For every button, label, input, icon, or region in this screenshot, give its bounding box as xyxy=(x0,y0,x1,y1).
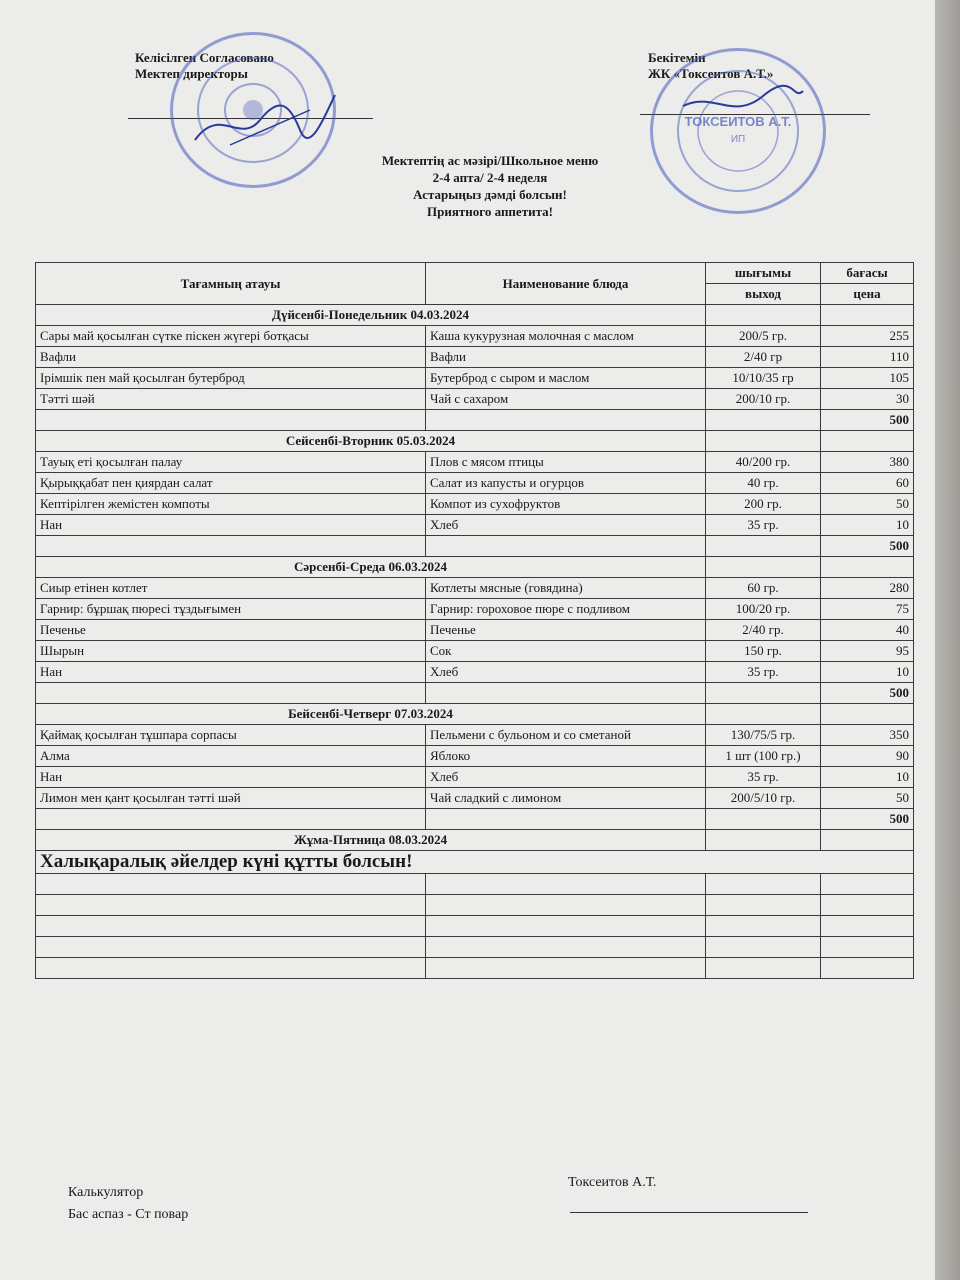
director-signature xyxy=(190,85,340,155)
empty-cell xyxy=(706,830,821,851)
empty-cell xyxy=(426,809,706,830)
dish-quantity: 35 гр. xyxy=(706,515,821,536)
empty-cell xyxy=(706,895,821,916)
empty-cell xyxy=(821,557,914,578)
empty-cell xyxy=(426,874,706,895)
dish-name-ru: Салат из капусты и огурцов xyxy=(426,473,706,494)
table-row xyxy=(36,578,914,599)
empty-cell xyxy=(36,895,426,916)
dish-price: 95 xyxy=(821,641,914,662)
day-title-row xyxy=(36,704,914,725)
empty-cell xyxy=(821,874,914,895)
dish-name-kz: Нан xyxy=(36,515,426,536)
table-row xyxy=(36,347,914,368)
day-title: Дүйсенбі-Понедельник 04.03.2024 xyxy=(36,305,706,326)
dish-name-kz: Кептірілген жемістен компоты xyxy=(36,494,426,515)
dish-name-ru: Чай сладкий с лимоном xyxy=(426,788,706,809)
approve-label: Бекітемін xyxy=(648,50,706,65)
dish-name-kz: Нан xyxy=(36,662,426,683)
header-qty-kz: шығымы xyxy=(706,263,821,284)
menu-body xyxy=(36,305,914,979)
day-title-row xyxy=(36,830,914,851)
director-label: Мектеп директоры xyxy=(135,66,248,81)
dish-quantity: 200 гр. xyxy=(706,494,821,515)
dish-price: 105 xyxy=(821,368,914,389)
menu-title xyxy=(330,152,650,220)
header-dish-kz: Тағамның атауы xyxy=(36,263,426,305)
table-row xyxy=(36,326,914,347)
dish-quantity: 100/20 гр. xyxy=(706,599,821,620)
day-title: Жұма-Пятница 08.03.2024 xyxy=(36,830,706,851)
stamp-type: ИП xyxy=(730,134,746,145)
header-price-kz: бағасы xyxy=(821,263,914,284)
empty-cell xyxy=(706,958,821,979)
dish-price: 110 xyxy=(821,347,914,368)
dish-quantity: 35 гр. xyxy=(706,767,821,788)
table-row xyxy=(36,620,914,641)
dish-price: 75 xyxy=(821,599,914,620)
empty-cell xyxy=(706,410,821,431)
calculator-label: Калькулятор xyxy=(68,1185,144,1200)
day-total-row xyxy=(36,809,914,830)
dish-name-ru: Пельмени с бульоном и со сметаной xyxy=(426,725,706,746)
menu-table xyxy=(35,262,914,979)
entrepreneur-label: ЖК «Токсеитов А.Т.» xyxy=(648,66,774,81)
dish-name-ru: Плов с мясом птицы xyxy=(426,452,706,473)
day-total-row xyxy=(36,536,914,557)
table-row xyxy=(36,368,914,389)
stamp-name: ТОКСЕИТОВ А.Т. xyxy=(684,114,792,129)
empty-cell xyxy=(706,809,821,830)
holiday-greeting-row xyxy=(36,851,914,874)
dish-price: 50 xyxy=(821,788,914,809)
empty-cell xyxy=(821,958,914,979)
background-sheets xyxy=(935,0,960,1280)
dish-quantity: 130/75/5 гр. xyxy=(706,725,821,746)
table-row xyxy=(36,641,914,662)
empty-cell xyxy=(36,410,426,431)
empty-cell xyxy=(426,895,706,916)
dish-name-kz: Алма xyxy=(36,746,426,767)
day-title: Сәрсенбі-Среда 06.03.2024 xyxy=(36,557,706,578)
empty-cell xyxy=(36,874,426,895)
empty-cell xyxy=(821,916,914,937)
dish-quantity: 200/5/10 гр. xyxy=(706,788,821,809)
dish-quantity: 200/10 гр. xyxy=(706,389,821,410)
table-row xyxy=(36,515,914,536)
empty-cell xyxy=(706,704,821,725)
dish-quantity: 2/40 гр xyxy=(706,347,821,368)
empty-cell xyxy=(706,916,821,937)
dish-price: 255 xyxy=(821,326,914,347)
day-total-row xyxy=(36,410,914,431)
table-row xyxy=(36,767,914,788)
chef-label: Бас аспаз - Ст повар xyxy=(68,1207,189,1222)
dish-name-kz: Тәтті шәй xyxy=(36,389,426,410)
title-line-4: Приятного аппетита! xyxy=(427,204,553,219)
table-row xyxy=(36,473,914,494)
title-line-2: 2-4 апта/ 2-4 неделя xyxy=(432,170,548,185)
empty-cell xyxy=(821,305,914,326)
empty-row xyxy=(36,958,914,979)
empty-cell xyxy=(426,937,706,958)
empty-cell xyxy=(36,958,426,979)
day-title: Сейсенбі-Вторник 05.03.2024 xyxy=(36,431,706,452)
dish-quantity: 40 гр. xyxy=(706,473,821,494)
holiday-greeting: Халықаралық әйелдер күні құтты болсын! xyxy=(36,851,914,874)
dish-name-ru: Хлеб xyxy=(426,515,706,536)
footer-signature-line xyxy=(570,1212,808,1213)
table-row xyxy=(36,662,914,683)
empty-row xyxy=(36,874,914,895)
dish-name-ru: Сок xyxy=(426,641,706,662)
dish-quantity: 150 гр. xyxy=(706,641,821,662)
dish-name-kz: Ірімшік пен май қосылған бутерброд xyxy=(36,368,426,389)
dish-price: 50 xyxy=(821,494,914,515)
dish-name-ru: Бутерброд с сыром и маслом xyxy=(426,368,706,389)
dish-price: 40 xyxy=(821,620,914,641)
dish-quantity: 10/10/35 гр xyxy=(706,368,821,389)
empty-cell xyxy=(706,874,821,895)
dish-quantity: 2/40 гр. xyxy=(706,620,821,641)
empty-cell xyxy=(426,536,706,557)
empty-cell xyxy=(821,895,914,916)
dish-price: 10 xyxy=(821,662,914,683)
empty-cell xyxy=(821,830,914,851)
day-total: 500 xyxy=(821,683,914,704)
empty-cell xyxy=(426,683,706,704)
day-title-row xyxy=(36,431,914,452)
dish-price: 350 xyxy=(821,725,914,746)
dish-name-ru: Чай с сахаром xyxy=(426,389,706,410)
empty-cell xyxy=(36,809,426,830)
dish-name-kz: Нан xyxy=(36,767,426,788)
dish-name-ru: Хлеб xyxy=(426,662,706,683)
dish-name-kz: Гарнир: бұршақ пюресі тұздығымен xyxy=(36,599,426,620)
dish-name-kz: Сары май қосылған сүтке піскен жүгері ботқасы xyxy=(36,326,426,347)
dish-quantity: 35 гр. xyxy=(706,662,821,683)
day-total: 500 xyxy=(821,536,914,557)
footer-left xyxy=(68,1182,188,1226)
empty-cell xyxy=(706,431,821,452)
dish-name-ru: Компот из сухофруктов xyxy=(426,494,706,515)
dish-name-kz: Қаймақ қосылған тұшпара сорпасы xyxy=(36,725,426,746)
dish-quantity: 40/200 гр. xyxy=(706,452,821,473)
day-total-row xyxy=(36,683,914,704)
table-row xyxy=(36,494,914,515)
header-dish-ru: Наименование блюда xyxy=(426,263,706,305)
table-row xyxy=(36,746,914,767)
day-total: 500 xyxy=(821,809,914,830)
dish-name-ru: Гарнир: гороховое пюре с подливом xyxy=(426,599,706,620)
dish-name-kz: Тауық еті қосылған палау xyxy=(36,452,426,473)
dish-name-ru: Хлеб xyxy=(426,767,706,788)
title-line-1: Мектептің ас мәзірі/Школьное меню xyxy=(381,153,599,168)
empty-cell xyxy=(706,557,821,578)
empty-cell xyxy=(706,937,821,958)
day-title-row xyxy=(36,557,914,578)
dish-name-kz: Сиыр етінен котлет xyxy=(36,578,426,599)
empty-row xyxy=(36,916,914,937)
agreed-label: Келісілген Согласовано xyxy=(135,50,274,65)
dish-quantity: 60 гр. xyxy=(706,578,821,599)
dish-name-ru: Каша кукурузная молочная с маслом xyxy=(426,326,706,347)
dish-price: 280 xyxy=(821,578,914,599)
empty-row xyxy=(36,895,914,916)
table-row xyxy=(36,725,914,746)
header-price-ru: цена xyxy=(821,284,914,305)
empty-cell xyxy=(706,305,821,326)
day-title: Бейсенбі-Четверг 07.03.2024 xyxy=(36,704,706,725)
table-row xyxy=(36,599,914,620)
empty-cell xyxy=(821,431,914,452)
dish-name-kz: Лимон мен қант қосылған тәтті шәй xyxy=(36,788,426,809)
dish-name-ru: Котлеты мясные (говядина) xyxy=(426,578,706,599)
dish-name-kz: Вафли xyxy=(36,347,426,368)
empty-cell xyxy=(821,937,914,958)
empty-cell xyxy=(36,937,426,958)
table-header-row xyxy=(36,263,914,284)
dish-price: 60 xyxy=(821,473,914,494)
dish-name-ru: Печенье xyxy=(426,620,706,641)
empty-cell xyxy=(426,916,706,937)
dish-price: 10 xyxy=(821,515,914,536)
empty-cell xyxy=(36,536,426,557)
dish-price: 10 xyxy=(821,767,914,788)
table-row xyxy=(36,452,914,473)
table-row xyxy=(36,389,914,410)
footer-right-name: Токсеитов А.Т. xyxy=(568,1175,657,1190)
dish-quantity: 1 шт (100 гр.) xyxy=(706,746,821,767)
empty-cell xyxy=(426,410,706,431)
dish-quantity: 200/5 гр. xyxy=(706,326,821,347)
dish-name-kz: Печенье xyxy=(36,620,426,641)
entrepreneur-stamp xyxy=(650,48,826,214)
dish-name-kz: Шырын xyxy=(36,641,426,662)
header-qty-ru: выход xyxy=(706,284,821,305)
empty-cell xyxy=(426,958,706,979)
title-line-3: Астарыңыз дәмді болсын! xyxy=(413,187,567,202)
empty-cell xyxy=(36,683,426,704)
empty-cell xyxy=(36,916,426,937)
dish-price: 90 xyxy=(821,746,914,767)
empty-cell xyxy=(706,536,821,557)
dish-name-ru: Вафли xyxy=(426,347,706,368)
empty-row xyxy=(36,937,914,958)
empty-cell xyxy=(821,704,914,725)
day-title-row xyxy=(36,305,914,326)
dish-price: 30 xyxy=(821,389,914,410)
day-total: 500 xyxy=(821,410,914,431)
table-row xyxy=(36,788,914,809)
dish-name-kz: Қырыққабат пен қиярдан салат xyxy=(36,473,426,494)
dish-price: 380 xyxy=(821,452,914,473)
dish-name-ru: Яблоко xyxy=(426,746,706,767)
empty-cell xyxy=(706,683,821,704)
